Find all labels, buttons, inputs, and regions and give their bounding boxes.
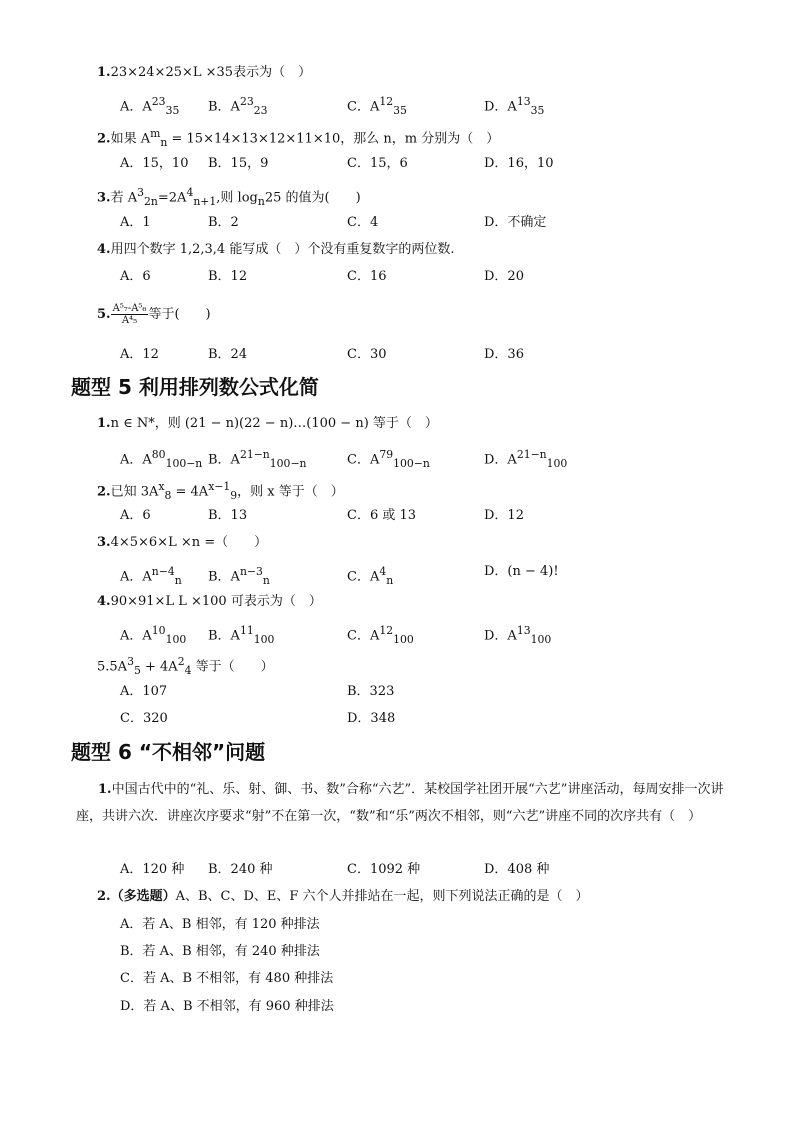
s5-q4-option-c: C．$A^{12}_{100}$ — [347, 624, 414, 646]
s4-q2-option-b: B．15，9 — [208, 156, 269, 171]
s4-q4-option-d: D．20 — [484, 269, 524, 284]
s5-q4-option-d: D．$A^{13}_{100}$ — [484, 624, 552, 646]
s5-q5-stem: $5.5A^3_5 + 4A^2_4$ 等于（ ） — [97, 655, 274, 677]
s5-q3-option-c: C．$A^4_n$ — [347, 565, 394, 587]
s5-q5-option-a: A．107 — [120, 684, 168, 699]
s5-q3-stem: 3.4×5×6×L ×n =（ ） — [97, 535, 268, 550]
s4-q5-option-c: C．30 — [347, 347, 387, 362]
section-5-title: 题型 5 利用排列数公式化简 — [71, 375, 319, 399]
s5-q4-option-a: A．$A^{10}_{100}$ — [120, 624, 187, 646]
s6-q1-option-c: C．1092 种 — [347, 862, 421, 877]
s6-q2-option-a: A．若 A、B 相邻，有 120 种排法 — [120, 917, 320, 932]
s6-q2-option-c: C．若 A、B 不相邻，有 480 种排法 — [120, 971, 334, 986]
s4-q3-option-b: B．2 — [208, 215, 239, 230]
s4-q2-option-c: C．15，6 — [347, 156, 408, 171]
s6-q1-option-b: B．240 种 — [208, 862, 273, 877]
s4-q5-option-d: D．36 — [484, 347, 524, 362]
s4-q2-stem: 2.如果 $A^m_n = 15\times 14\times 13\times 12\times 11\times 10$，那么 n，m 分别为（ ） — [97, 127, 500, 149]
s4-q1-option-d: D．$A^{13}_{35}$ — [484, 95, 545, 117]
s4-q4-option-b: B．12 — [208, 269, 248, 284]
s5-q1-stem: 1.n ∈ N*，则 (21 − n)(22 − n)…(100 − n) 等于（ ） — [97, 416, 438, 431]
s5-q2-option-d: D．12 — [484, 508, 524, 523]
s4-q3-option-c: C．4 — [347, 215, 379, 230]
s6-q1-option-a: A．120 种 — [120, 862, 185, 877]
s4-q1-option-a: A．$A^{23}_{35}$ — [120, 95, 180, 117]
s6-q2-option-b: B．若 A、B 相邻，有 240 种排法 — [120, 944, 320, 959]
fraction: $\frac{\text{A⁵₇-A⁵₆}}{\text{A⁴₅}}$ — [112, 303, 147, 326]
s4-q4-option-c: C．16 — [347, 269, 387, 284]
s4-q2-option-a: A．15，10 — [120, 156, 189, 171]
s4-q4-stem: 4.用四个数字 1,2,3,4 能写成（ ）个没有重复数字的两位数. — [97, 242, 455, 257]
s6-q1-option-d: D．408 种 — [484, 862, 550, 877]
s5-q5-option-d: D．348 — [347, 711, 396, 726]
s5-q1-option-c: C．$A^{79}_{100-n}$ — [347, 448, 430, 470]
s4-q5-stem: 5. $\frac{\text{A⁵₇-A⁵₆}}{\text{A⁴₅}}$ 等于( ) — [97, 303, 211, 326]
s4-q3-option-d: D．不确定 — [484, 215, 547, 230]
s4-q3-option-a: A．1 — [120, 215, 151, 230]
s5-q3-option-d: D．(n − 4)! — [484, 564, 559, 579]
s5-q3-option-b: B．$A^{n-3}_n$ — [208, 565, 270, 587]
s4-q5-option-a: A．12 — [120, 347, 159, 362]
s6-q2-option-d: D．若 A、B 不相邻，有 960 种排法 — [120, 999, 334, 1014]
s4-q3-stem: 3.若 $A^3_{2n}=2A^4_{n+1}$,则 $\log_n25$ 的值为( ) — [97, 186, 361, 208]
s5-q1-option-a: A．$A^{80}_{100-n}$ — [120, 448, 203, 470]
s5-q5-option-c: C．320 — [120, 711, 168, 726]
s5-q3-option-a: A．$A^{n-4}_n$ — [120, 565, 182, 587]
section-6-title: 题型 6 “不相邻”问题 — [71, 740, 266, 764]
s5-q4-stem: 4.90×91×L L ×100 可表示为（ ） — [97, 594, 322, 609]
s5-q4-option-b: B．$A^{11}_{100}$ — [208, 624, 275, 646]
s4-q1-option-b: B．$A^{23}_{23}$ — [208, 95, 268, 117]
s5-q2-option-b: B．13 — [208, 508, 248, 523]
s5-q5-option-b: B．323 — [347, 684, 395, 699]
s6-q1-stem: 1.中国古代中的“礼、乐、射、御、书、数”合称“六艺”．某校国学社团开展“六艺”讲座活动，每周安排一次讲座，共讲六次．讲座次序要求“射”不在第一次，“数”和“乐”两次不相邻，则“六艺”讲座不同的次序共有（ ） — [76, 782, 724, 824]
s4-q1-stem: 1.23×24×25×L ×35表示为（ ） — [97, 65, 312, 80]
s4-q2-option-d: D．16，10 — [484, 156, 554, 171]
s5-q2-stem: 2.已知 $3A^x_8 = 4A^{x-1}_9$，则 x 等于（ ） — [97, 480, 344, 502]
s6-q2-stem: 2.（多选题）A、B、C、D、E、F 六个人并排站在一起，则下列说法正确的是（ ） — [97, 889, 589, 904]
s4-q5-option-b: B．24 — [208, 347, 248, 362]
s5-q1-option-b: B．$A^{21-n}_{100-n}$ — [208, 448, 307, 470]
s5-q2-option-a: A．6 — [120, 508, 151, 523]
s4-q1-option-c: C．$A^{12}_{35}$ — [347, 95, 407, 117]
s5-q2-option-c: C．6 或 13 — [347, 508, 417, 523]
s5-q1-option-d: D．$A^{21-n}_{100}$ — [484, 448, 568, 470]
s4-q4-option-a: A．6 — [120, 269, 151, 284]
